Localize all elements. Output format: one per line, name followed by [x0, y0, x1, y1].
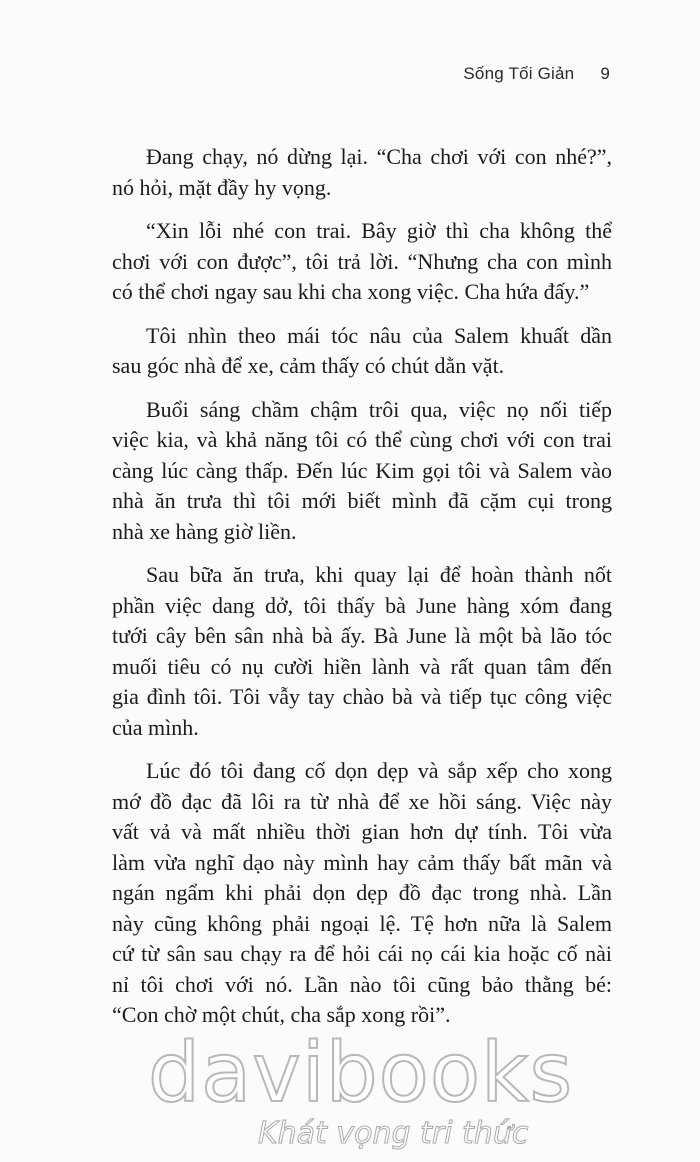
text-line: càng lúc càng thấp. Đến lúc Kim gọi tôi và Salem vào	[112, 457, 612, 483]
text-line: làm vừa nghĩ dạo này mình hay cảm thấy bất mãn và	[112, 849, 612, 875]
text-line: Tôi nhìn theo mái tóc nâu của Salem khuất dần	[146, 322, 612, 348]
text-line: vất vả và mất nhiều thời gian hơn dự tính. Tôi vừa	[112, 819, 612, 844]
text-line: nhà ăn trưa thì tôi mới biết mình đã cặm cụi trong	[112, 488, 612, 513]
text-line: cứ từ sân sau chạy ra để hỏi cái nọ cái kia hoặc cố nài	[112, 941, 612, 966]
text-line: phần việc dang dở, tôi thấy bà June hàng xóm đang	[112, 592, 612, 618]
book-title: Sống Tối Giản	[463, 64, 575, 83]
text-line: này cũng không phải ngoại lệ. Tệ hơn nữa là Salem	[112, 910, 612, 936]
text-line: ngán ngẩm khi phải dọn dẹp đồ đạc trong nhà. Lần	[112, 880, 612, 905]
text-line: mớ đồ đạc đã lôi ra từ nhà để xe hồi sáng. Việc này	[112, 788, 612, 814]
running-header	[463, 64, 610, 84]
text-line: Lúc đó tôi đang cố dọn dẹp và sắp xếp cho xong	[146, 758, 612, 783]
text-line: Buổi sáng chầm chậm trôi qua, việc nọ nối tiếp	[146, 396, 612, 422]
text-line: có thể chơi ngay sau khi cha xong việc. Cha hứa đấy.”	[112, 279, 590, 304]
text-line: “Xin lỗi nhé con trai. Bây giờ thì cha không thể	[146, 218, 612, 243]
text-line: nhà xe hàng giờ liền.	[112, 518, 297, 544]
page-number: 9	[600, 64, 610, 83]
watermark-slogan: Khát vọng tri thức	[258, 1116, 529, 1151]
text-line: của mình.	[112, 714, 199, 740]
text-line: chơi với con được”, tôi trả lời. “Nhưng cha con mình	[112, 248, 612, 274]
paragraph	[112, 216, 612, 308]
text-line: việc kia, và khả năng tôi có thể cùng chơi với con trai	[112, 427, 612, 452]
text-line: “Con chờ một chút, cha sắp xong rồi”.	[112, 1002, 451, 1027]
text-line: nỉ tôi chơi với nó. Lần nào tôi cũng bảo thằng bé:	[112, 971, 612, 997]
paragraph	[112, 395, 612, 548]
text-line: Sau bữa ăn trưa, khi quay lại để hoàn thành nốt	[146, 562, 612, 587]
paragraph	[112, 560, 612, 743]
watermark	[0, 1025, 700, 1162]
paragraph	[112, 756, 612, 1031]
body-text	[112, 142, 612, 1044]
watermark-logo: davibooks	[148, 1026, 574, 1121]
text-line: gia đình tôi. Tôi vẫy tay chào bà và tiếp tục công việc	[112, 684, 612, 709]
text-line: sau góc nhà để xe, cảm thấy có chút dằn vặt.	[112, 353, 505, 378]
text-line: Đang chạy, nó dừng lại. “Cha chơi với con nhé?”,	[146, 144, 612, 169]
text-line: nó hỏi, mặt đầy hy vọng.	[112, 174, 332, 200]
paragraph	[112, 142, 612, 203]
text-line: tưới cây bên sân nhà bà ấy. Bà June là một bà lão tóc	[112, 623, 612, 648]
text-line: muối tiêu có nụ cười hiền lành và rất quan tâm đến	[112, 653, 612, 679]
paragraph	[112, 321, 612, 382]
